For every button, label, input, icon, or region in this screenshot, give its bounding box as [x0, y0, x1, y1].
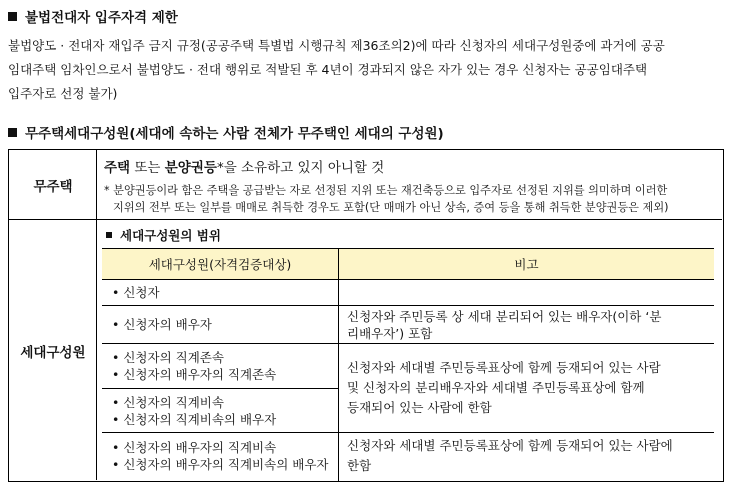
paragraph-line: 입주자로 선정 불가)	[8, 86, 118, 101]
member-item: • 신청자	[112, 285, 160, 300]
section-title-homeless-household	[8, 122, 444, 142]
table-row-note	[339, 433, 714, 479]
section-title-text: 무주택세대구성원(세대에 속하는 사람 전체가 무주택인 세대의 구성원)	[25, 126, 444, 142]
square-bullet-icon	[8, 128, 17, 137]
row-head-homeless: 무주택	[33, 178, 73, 195]
table-row-member	[102, 280, 338, 305]
note-line: 신청자와 주민등록 상 세대 분리되어 있는 배우자(이하 ‘분	[347, 308, 662, 324]
square-bullet-icon	[8, 12, 17, 21]
member-item: • 신청자의 배우자	[112, 317, 212, 332]
member-item: • 신청자의 배우자의 직계비속	[112, 440, 277, 455]
member-item: • 신청자의 직계존속	[112, 350, 224, 365]
member-item: • 신청자의 직계비속	[112, 394, 224, 410]
row-head-household-member: 세대구성원	[20, 345, 86, 361]
note-line: 리배우자’) 포함	[347, 325, 433, 341]
paragraph-line: 불법양도 · 전대자 재입주 금지 규정(공공주택 특별법 시행규칙 제36조의2)에 따라 신청자의 세대구성원중에 과거에 공공	[8, 38, 665, 53]
homeless-condition	[104, 156, 384, 176]
note-line: 신청자와 세대별 주민등록표상에 함께 등재되어 있는 사람	[347, 360, 661, 375]
table-row-member	[102, 306, 338, 343]
footnote-line: * 분양권등이라 함은 주택을 공급받는 자로 선정된 지위 또는 재건축등으로 입주자로 선정된 지위를 의미하며 이러한	[104, 184, 668, 197]
member-scope-title	[106, 226, 221, 244]
table-row-note	[339, 306, 714, 343]
note-line: 한함	[347, 458, 372, 473]
condition-rest: *을 소유하고 있지 아니할 것	[216, 160, 385, 176]
small-square-bullet-icon	[106, 232, 112, 238]
footnote-line: 지위의 전부 또는 일부를 매매로 취득한 경우도 포함(단 매매가 아닌 상속, 증여 등을 통해 취득한 분양권등은 제외)	[113, 201, 669, 214]
illegal-sublease-paragraph	[8, 34, 724, 106]
section-title-illegal-sublease	[8, 6, 178, 26]
note-line: 등재되어 있는 사람에 한함	[347, 400, 492, 415]
member-item: • 신청자의 직계비속의 배우자	[112, 411, 277, 427]
presale-rights-footnote	[104, 182, 716, 216]
note-line: 및 신청자의 분리배우자와 세대별 주민등록표상에 함께	[347, 380, 645, 395]
member-scope-table	[102, 248, 714, 480]
table-row-member	[102, 389, 338, 432]
condition-or: 또는	[130, 160, 165, 176]
note-line: 신청자와 세대별 주민등록표상에 함께 등재되어 있는 사람에	[347, 438, 673, 453]
member-item: • 신청자의 배우자의 직계존속	[112, 367, 277, 382]
condition-housing: 주택	[104, 160, 131, 176]
table-row-note	[339, 344, 714, 432]
eligibility-table	[8, 149, 724, 482]
section-title-text: 불법전대자 입주자격 제한	[25, 10, 178, 26]
member-item: • 신청자의 배우자의 직계비속의 배우자	[112, 457, 329, 472]
condition-presale-rights: 분양권등	[164, 160, 217, 176]
table-row-member	[102, 344, 338, 388]
table-row-member	[102, 433, 338, 479]
member-scope-title-text: 세대구성원의 범위	[120, 228, 221, 243]
column-header-note: 비고	[339, 249, 714, 279]
table-divider	[9, 219, 722, 220]
paragraph-line: 임대주택 임차인으로서 불법양도 · 전대 행위로 적발된 후 4년이 경과되지 않은 자가 있는 경우 신청자는 공공임대주택	[8, 62, 648, 77]
column-header-member: 세대구성원(자격검증대상)	[102, 249, 338, 279]
